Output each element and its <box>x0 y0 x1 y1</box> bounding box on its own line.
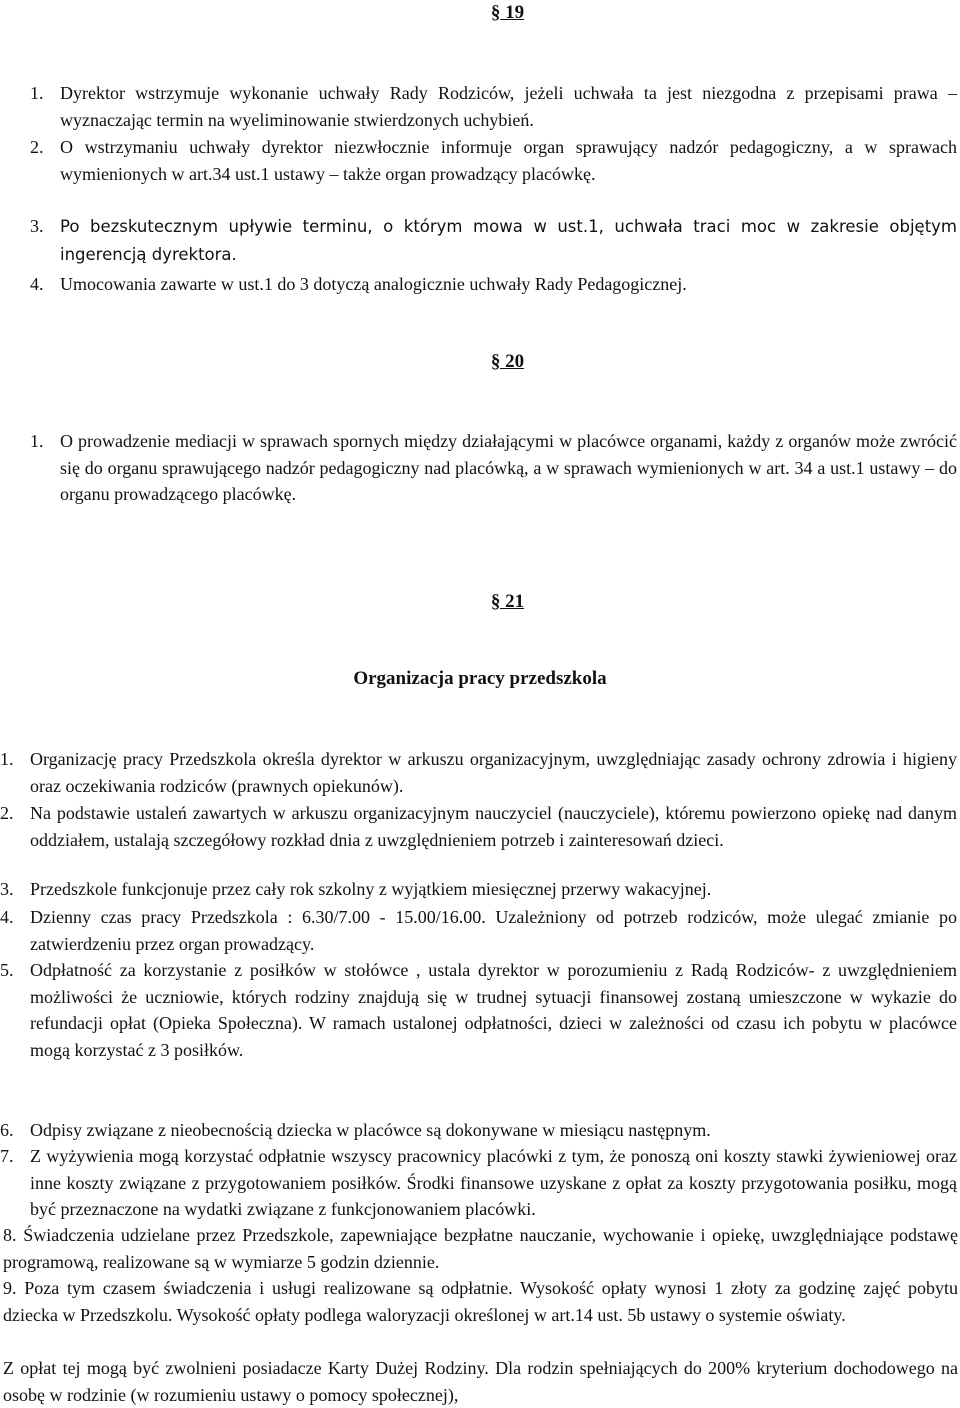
list-item <box>30 80 957 133</box>
item-number: 8. <box>3 1225 17 1245</box>
item-number: 1. <box>30 431 44 451</box>
section-title: Organizacja pracy przedszkola <box>353 668 607 689</box>
item-text: Po bezskutecznym upływie terminu, o którym mowa w ust.1, uchwała traci moc w zakresie objętym ingerencją dyrektora. <box>60 217 957 264</box>
item-text: Dzienny czas pracy Przedszkola : 6.30/7.00 - 15.00/16.00. Uzależniony od potrzeb rodziców, może ulegać zmianie po zatwierdzeniu przez organ prowadzący. <box>30 907 957 954</box>
item-number: 9. <box>3 1278 17 1298</box>
item-text: Na podstawie ustaleń zawartych w arkuszu organizacyjnym nauczyciel (nauczyciele), któremu powierzono opiekę nad danym oddziałem, ustalają szczegółowy rozkład dnia z uwzględnieniem potrzeb i zainteresowań dzieci. <box>30 803 957 850</box>
list-item <box>0 1143 957 1223</box>
item-text: Z wyżywienia mogą korzystać odpłatnie wszyscy pracownicy placówki z tym, że ponoszą oni koszty stawki żywieniowej oraz inne koszty związane z przygotowaniem posiłków. Środki finansowe uzyskane z opłat za koszty przygotowania posiłku, mogą być przeznaczone na wydatki związane z funkcjonowaniem placówki. <box>30 1146 957 1219</box>
item-number: 7. <box>0 1146 14 1166</box>
item-number: 3. <box>30 216 44 236</box>
item-text: Świadczenia udzielane przez Przedszkole, zapewniające bezpłatne nauczanie, wychowanie i opiekę, uwzględniające podstawę programową, realizowane są w wymiarze 5 godzin dziennie. <box>3 1225 959 1272</box>
closing-paragraph: Z opłat tej mogą być zwolnieni posiadacze Karty Dużej Rodziny. Dla rodzin spełniających do 200% kryterium dochodowego na osobę w rodzinie (w rozumieniu ustawy o pomocy społecznej), <box>3 1358 958 1405</box>
item-text: Odpłatność za korzystanie z posiłków w stołówce , ustala dyrektor w porozumieniu z Radą Rodziców- z uwzględnieniem możliwości że uczniowie, których rodziny znajdują się w trudnej sytuacji finansowej zostaną umieszczone w wykazie do refundacji opłat (Opieka Społeczna). W ramach ustalonej odpłatności, dzieci w zależności od czasu ich pobytu w placówce mogą korzystać z 3 posiłków. <box>30 960 957 1060</box>
item-text: Organizację pracy Przedszkola określa dyrektor w arkuszu organizacyjnym, uwzględniając zasady ochrony zdrowia i higieny oraz oczekiwania rodziców (prawnych opiekunów). <box>30 749 957 796</box>
item-text: O wstrzymaniu uchwały dyrektor niezwłocznie informuje organ sprawujący nadzór pedagogiczny, a w sprawach wymienionych w art.34 ust.1 ustawy – także organ prowadzący placówkę. <box>60 137 957 184</box>
list-item <box>0 746 957 799</box>
list-item <box>0 957 957 1063</box>
item-number: 3. <box>0 879 14 899</box>
section-heading-20: § 20 <box>490 351 525 372</box>
item-number: 1. <box>30 83 44 103</box>
item-text: Przedszkole funkcjonuje przez cały rok szkolny z wyjątkiem miesięcznej przerwy wakacyjnej. <box>30 879 712 899</box>
section-heading-21: § 21 <box>490 591 525 612</box>
list-item <box>30 213 957 268</box>
list-item <box>3 1275 958 1328</box>
item-number: 5. <box>0 960 14 980</box>
list-item <box>0 876 957 903</box>
list-item <box>30 428 957 508</box>
list-item <box>0 1117 957 1144</box>
item-text: Dyrektor wstrzymuje wykonanie uchwały Rady Rodziców, jeżeli uchwała ta jest niezgodna z przepisami prawa – wyznaczając termin na wyeliminowanie stwierdzonych uchybień. <box>60 83 957 130</box>
item-number: 6. <box>0 1120 14 1140</box>
list-item <box>30 134 957 187</box>
item-number: 1. <box>0 749 14 769</box>
item-number: 4. <box>30 274 44 294</box>
item-text: O prowadzenie mediacji w sprawach spornych między działającymi w placówce organami, każdy z organów może zwrócić się do organu sprawującego nadzór pedagogiczny nad placówką, a w sprawach wymienionych w art. 34 a ust.1 ustawy – do organu prowadzącego placówkę. <box>60 431 957 504</box>
item-number: 2. <box>30 137 44 157</box>
list-item <box>3 1222 958 1275</box>
list-item <box>0 904 957 957</box>
item-number: 2. <box>0 803 14 823</box>
item-text: Umocowania zawarte w ust.1 do 3 dotyczą analogicznie uchwały Rady Pedagogicznej. <box>60 274 687 294</box>
item-text: Poza tym czasem świadczenia i usługi realizowane są odpłatnie. Wysokość opłaty wynosi 1 złoty za godzinę zajęć pobytu dziecka w Przedszkolu. Wysokość opłaty podlega waloryzacji określonej w art.14 ust. 5b ustawy o systemie oświaty. <box>3 1278 958 1325</box>
list-item <box>0 800 957 853</box>
section-heading-19: § 19 <box>490 2 525 23</box>
item-text: Odpisy związane z nieobecnością dziecka w placówce są dokonywane w miesiącu następnym. <box>30 1120 711 1140</box>
list-item <box>30 271 957 298</box>
item-number: 4. <box>0 907 14 927</box>
